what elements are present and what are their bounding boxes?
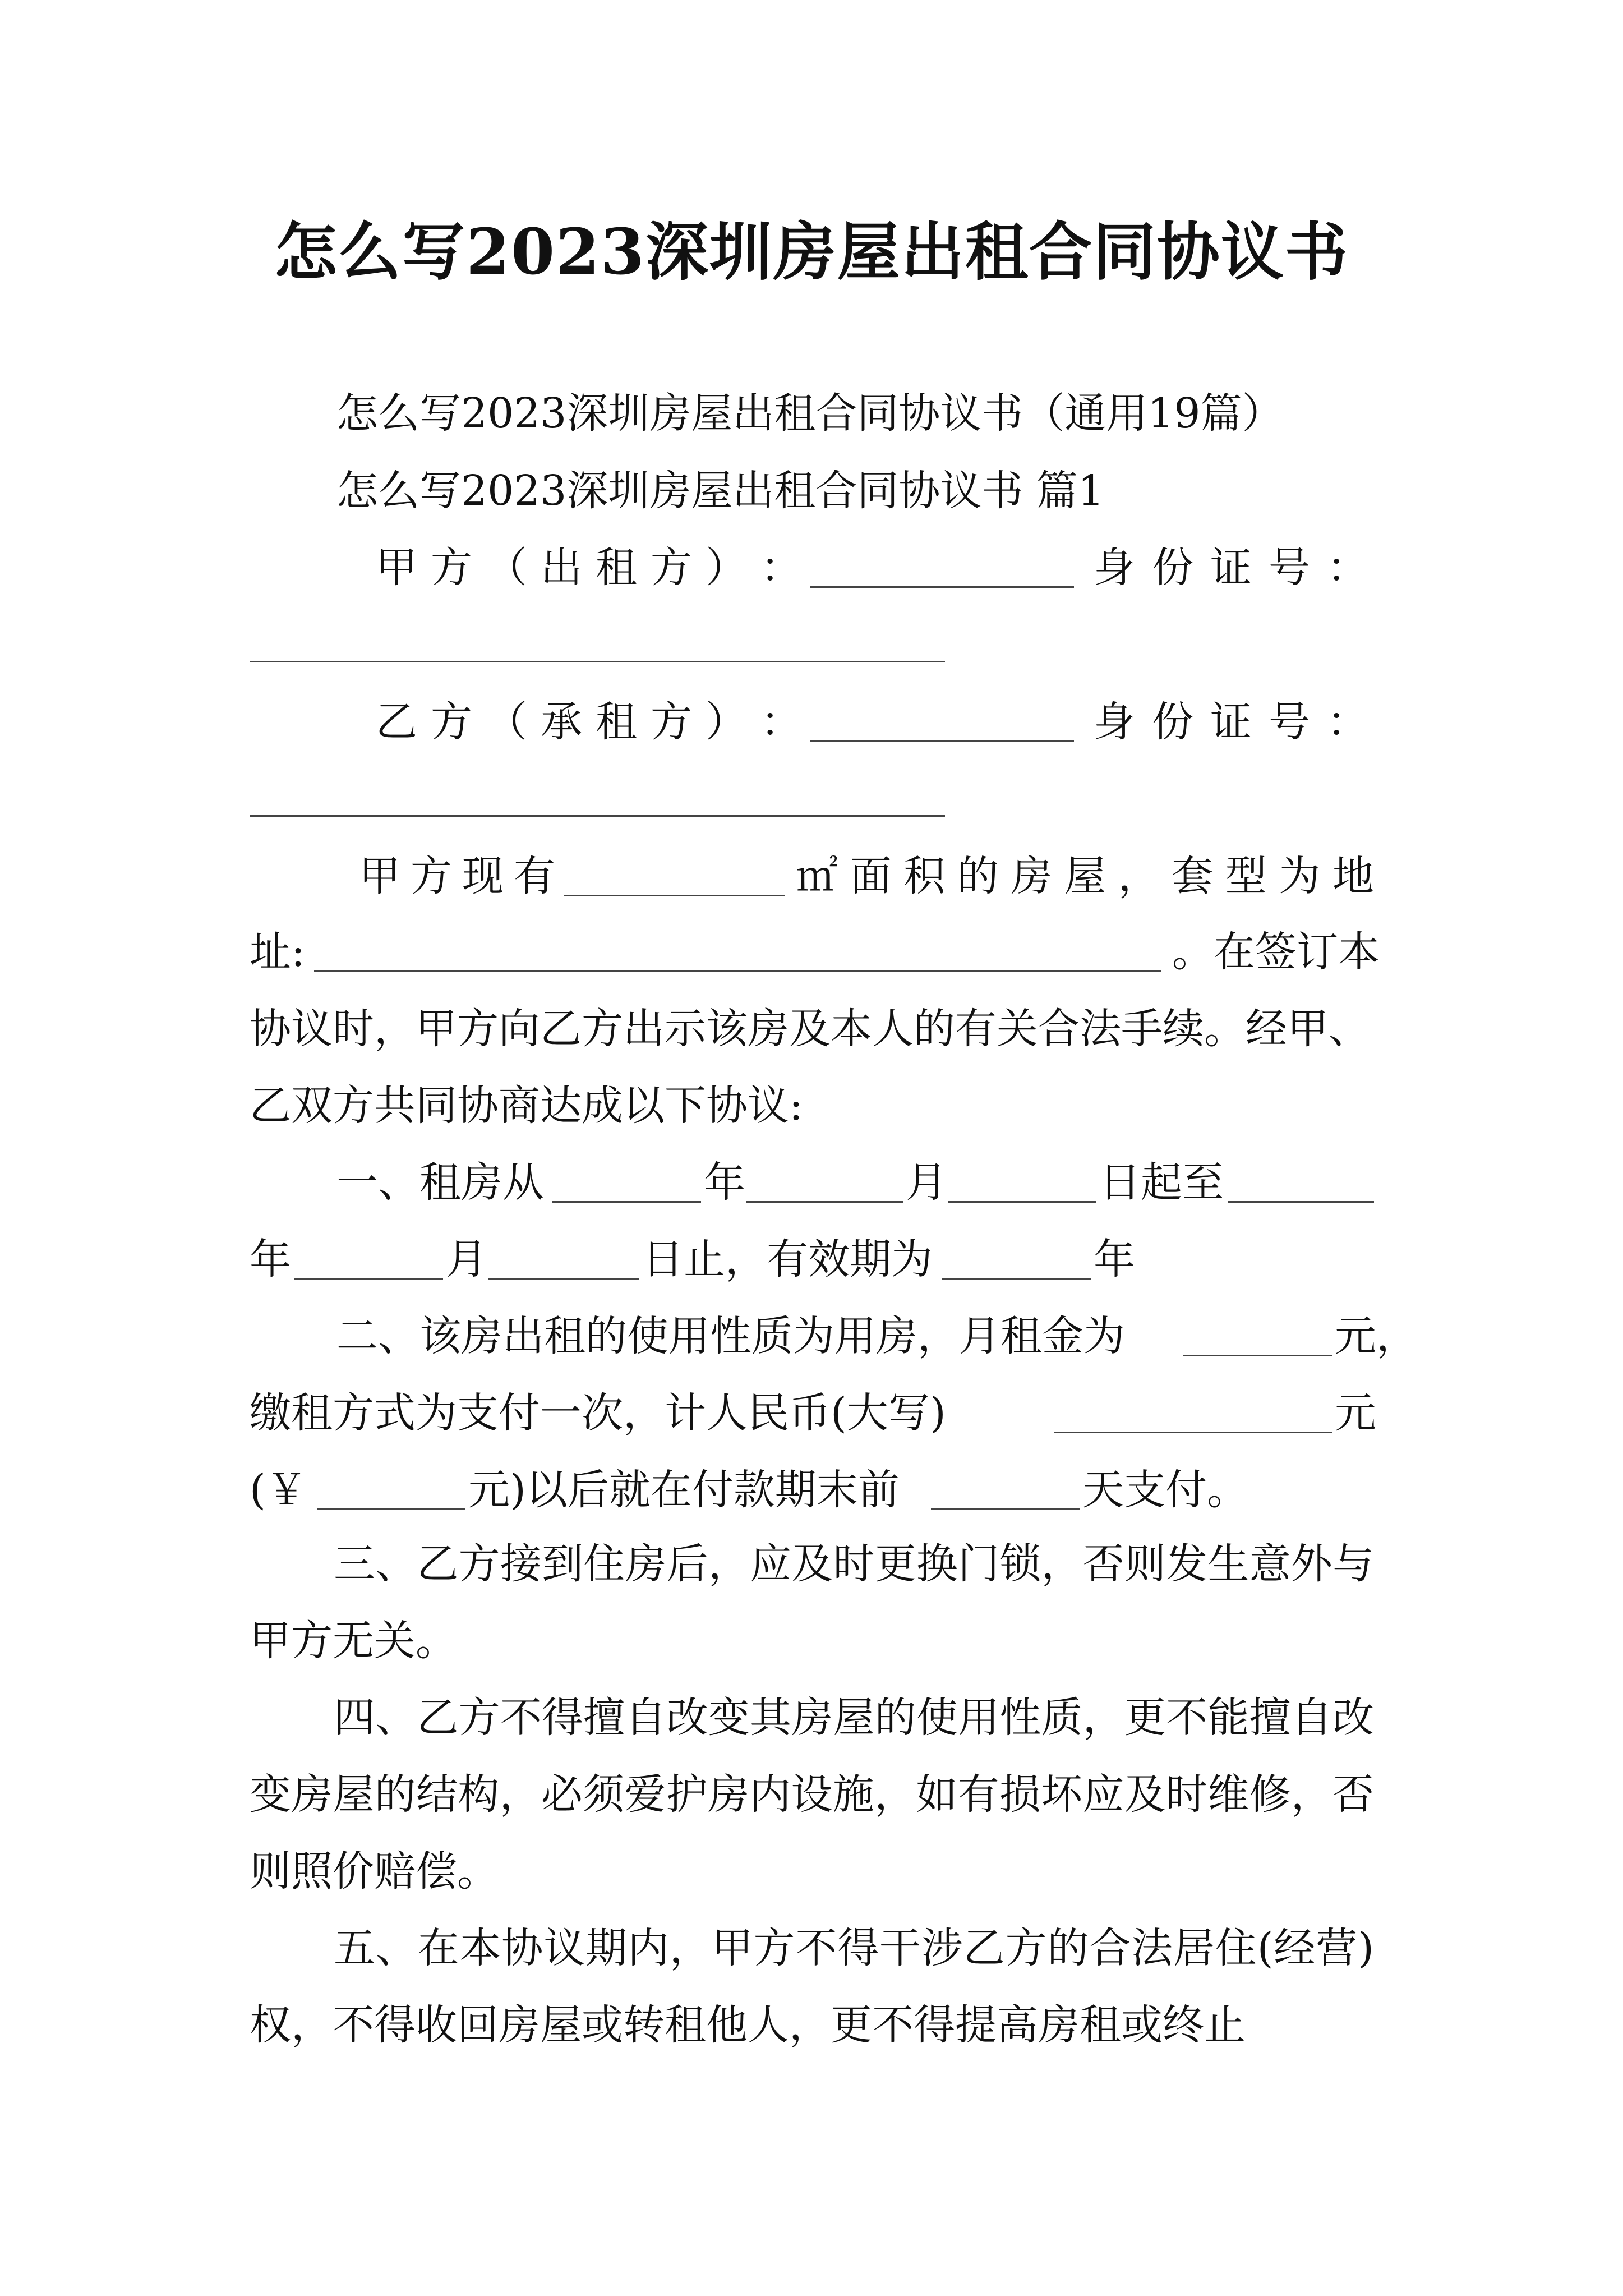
- intro-addr-label: 址:: [250, 928, 305, 976]
- clause2-yen: (￥: [250, 1466, 307, 1514]
- clause1-month2: 月: [446, 1235, 487, 1283]
- clause2-yuan2: 元: [1335, 1389, 1376, 1437]
- clause2-line-3b: 天支付。: [1082, 1466, 1248, 1514]
- end-year-blank-a: [1228, 1201, 1374, 1203]
- clause2-yuan: 元，: [1335, 1312, 1418, 1360]
- clause1-year3: 年: [1094, 1235, 1135, 1283]
- party-a-id-blank: [250, 661, 945, 662]
- end-month-blank: [294, 1278, 443, 1280]
- party-b-id-blank: [250, 815, 945, 817]
- section-heading: 怎么写2023深圳房屋出租合同协议书 篇1: [336, 467, 1104, 515]
- clause1-start: 一、租房从: [336, 1158, 544, 1207]
- clause4: 四、乙方不得擅自改变其房屋的使用性质，更不能擅自改变房屋的结构，必须爱护房内设施，如有损坏应及时维修，否则照价赔偿。: [250, 1694, 1374, 1895]
- document-title: 怎么写2023深圳房屋出租合同协议书: [274, 215, 1349, 289]
- party-a-name-blank: [810, 586, 1074, 588]
- intro-line-3: 协议时，甲方向乙方出示该房及本人的有关合法手续。经甲、: [250, 1005, 1370, 1053]
- intro-line-2b: 。在签订本: [1172, 928, 1380, 976]
- clause5: 五、在本协议期内，甲方不得干涉乙方的合法居住(经营)权，不得收回房屋或转租他人，更不得提高房租或终止: [250, 1924, 1374, 2049]
- rent-capital-blank: [1054, 1432, 1332, 1433]
- clause1-until: 日止，有效期为: [642, 1235, 933, 1283]
- clause3: 三、乙方接到住房后，应及时更换门锁，否则发生意外与甲方无关。: [250, 1540, 1374, 1665]
- start-year-blank: [552, 1201, 701, 1203]
- clause1-day-to: 日起至: [1099, 1158, 1224, 1207]
- party-b-id-label: 身 份 证 号 ：: [1094, 698, 1368, 746]
- start-day-blank: [948, 1201, 1096, 1203]
- intro-line-1a: 甲 方 现 有: [359, 852, 555, 900]
- start-month-blank: [746, 1201, 903, 1203]
- party-b-name-blank: [810, 740, 1074, 742]
- clause1-year: 年: [704, 1158, 745, 1207]
- clause2-line-1: 二、该房出租的使用性质为用房，月租金为: [336, 1312, 1125, 1360]
- clause1-year2: 年: [250, 1235, 291, 1283]
- clause1-month: 月: [906, 1158, 947, 1207]
- intro-line-4: 乙双方共同协商达成以下协议:: [250, 1082, 803, 1130]
- address-blank: [314, 970, 1161, 972]
- end-day-blank: [488, 1278, 639, 1280]
- intro-line-1b: ㎡ 面 积 的 房 屋 ， 套 型 为 地: [796, 852, 1374, 900]
- clause2-line-2: 缴租方式为支付一次，计人民币(大写): [250, 1389, 946, 1437]
- term-years-blank: [942, 1278, 1091, 1280]
- party-a-label: 甲 方 （ 出 租 方 ） ：: [376, 544, 802, 592]
- party-b-label: 乙 方 （ 承 租 方 ） ：: [376, 698, 802, 746]
- area-blank: [564, 895, 785, 896]
- rent-figure-blank: [317, 1508, 465, 1510]
- payment-days-blank: [931, 1508, 1080, 1510]
- clause2-line-3: 元)以后就在付款期末前: [468, 1466, 900, 1514]
- subtitle: 怎么写2023深圳房屋出租合同协议书（通用19篇）: [336, 389, 1284, 438]
- monthly-rent-blank: [1183, 1355, 1332, 1356]
- party-a-id-label: 身 份 证 号 ：: [1094, 544, 1368, 592]
